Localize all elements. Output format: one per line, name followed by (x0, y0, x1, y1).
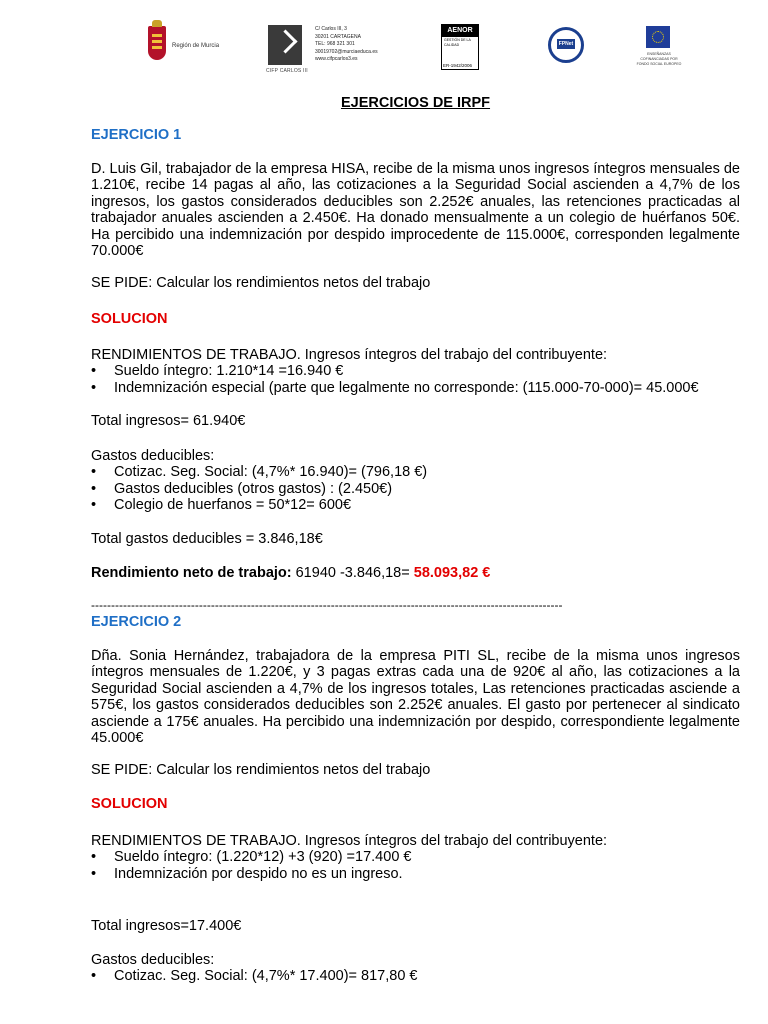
list-item: • Gastos deducibles (otros gastos) : (2.450€) (91, 481, 740, 497)
list-item: • Indemnización especial (parte que legalmente no corresponde: (115.000-70-000)= 45.000€ (91, 380, 740, 396)
income-intro: RENDIMIENTOS DE TRABAJO. Ingresos íntegros del trabajo del contribuyente: (91, 833, 608, 849)
exercise-1-income-section (91, 347, 740, 396)
exercise-1-total-expenses: Total gastos deducibles = 3.846,18€ (91, 531, 323, 547)
region-murcia-label: Región de Murcia (172, 43, 220, 49)
list-item: • Colegio de huerfanos = 50*12= 600€ (91, 497, 740, 513)
exercise-2-income-section (91, 833, 740, 882)
exercise-1-expenses-section (91, 448, 740, 514)
fpnet-label: FPNet (558, 41, 574, 47)
exercise-1-statement: D. Luis Gil, trabajador de la empresa HISA, recibe de la misma unos ingresos íntegros mensuales de 1.210€, recibe 14 pagas al año, las cotizaciones a la Seguridad Social ascienden a 4,7% de los ingresos, los gastos considerados deducibles son 2.252€ anuales, las retenciones practicadas al trabajador anuales ascienden a 2.450€. Ha donado mensualmente a un colegio de huérfanos 50€. Ha percibido una indemnización por despido improcedente de 115.000€, corresponden legalmente 70.000€ (91, 161, 740, 260)
expenses-list (91, 968, 740, 984)
list-item: • Sueldo íntegro: (1.220*12) +3 (920) =17.400 € (91, 849, 740, 865)
expenses-intro: Gastos deducibles: (91, 448, 215, 464)
exercise-1-task: SE PIDE: Calcular los rendimientos netos del trabajo (91, 275, 431, 291)
cifp-logo-icon (268, 25, 302, 65)
exercise-1-solution-heading: SOLUCION (91, 311, 168, 327)
income-intro: RENDIMIENTOS DE TRABAJO. Ingresos íntegros del trabajo del contribuyente: (91, 347, 608, 363)
letterhead (0, 20, 768, 82)
list-item: • Indemnización por despido no es un ingreso. (91, 866, 740, 882)
exercise-2-heading: EJERCICIO 2 (91, 614, 182, 630)
section-separator: ---------------------------------------------------------------------------------------------------------------------- (91, 598, 563, 612)
address-line: 30019702@murciaeduca.es (315, 48, 378, 55)
exercise-1-heading: EJERCICIO 1 (91, 127, 182, 143)
aenor-subtitle: GESTIÓN DE LA CALIDAD (444, 38, 471, 47)
address-line: 30201 CARTAGENA (315, 33, 361, 40)
address-line: TEL: 968 321 301 (315, 41, 355, 47)
net-income-calculation: 61940 -3.846,18= (291, 565, 414, 581)
address-line: C/ Carlos III, 3 (315, 26, 347, 32)
address-line: www.cifpcarlos3.es (315, 56, 358, 62)
school-address (315, 26, 378, 64)
income-list (91, 363, 740, 396)
aenor-number: ER-1942/2006 (443, 63, 473, 68)
aenor-title: AENOR (442, 25, 478, 37)
exercise-2-total-income: Total ingresos=17.400€ (91, 918, 242, 934)
list-item: • Cotizac. Seg. Social: (4,7%* 17.400)= 817,80 € (91, 968, 740, 984)
region-murcia-shield-icon (148, 26, 166, 60)
document-title: EJERCICIOS DE IRPF (340, 95, 491, 111)
expenses-list (91, 464, 740, 513)
fpnet-seal-icon (548, 27, 584, 63)
income-list (91, 849, 740, 882)
eu-flag-icon (646, 26, 670, 48)
eu-fund-label: ENSEÑANZAS COFINANCIADAS POR FONDO SOCIAL EUROPEO (636, 52, 682, 66)
exercise-1-total-income: Total ingresos= 61.940€ (91, 413, 246, 429)
exercise-2-task: SE PIDE: Calcular los rendimientos netos del trabajo (91, 762, 431, 778)
expenses-intro: Gastos deducibles: (91, 952, 215, 968)
net-income-label: Rendimiento neto de trabajo: (91, 565, 292, 581)
list-item: • Cotizac. Seg. Social: (4,7%* 16.940)= (796,18 €) (91, 464, 740, 480)
exercise-2-solution-heading: SOLUCION (91, 796, 168, 812)
exercise-2-statement: Dña. Sonia Hernández, trabajadora de la empresa PITI SL, recibe de la misma unos ingresos íntegros mensuales de 1.220€, y 3 pagas extras cada una de 920€ al año, las cotizaciones a la Seguridad Social ascienden a 4,7% de los ingresos totales, Las retenciones practicadas asciende a 575€, los gastos considerados deducibles son 2.252€ anuales. El gasto por pertenecer al sindicato asciende a 175€ anuales. Ha percibido una indemnización por despido, correspondiente legalmente 45.000€ (91, 648, 740, 747)
cifp-label: CIFP CARLOS III (266, 68, 308, 74)
exercise-1-net-income (91, 565, 740, 581)
list-item: • Sueldo íntegro: 1.210*14 =16.940 € (91, 363, 740, 379)
exercise-2-expenses-section (91, 952, 740, 985)
net-income-result: 58.093,82 € (413, 565, 491, 581)
